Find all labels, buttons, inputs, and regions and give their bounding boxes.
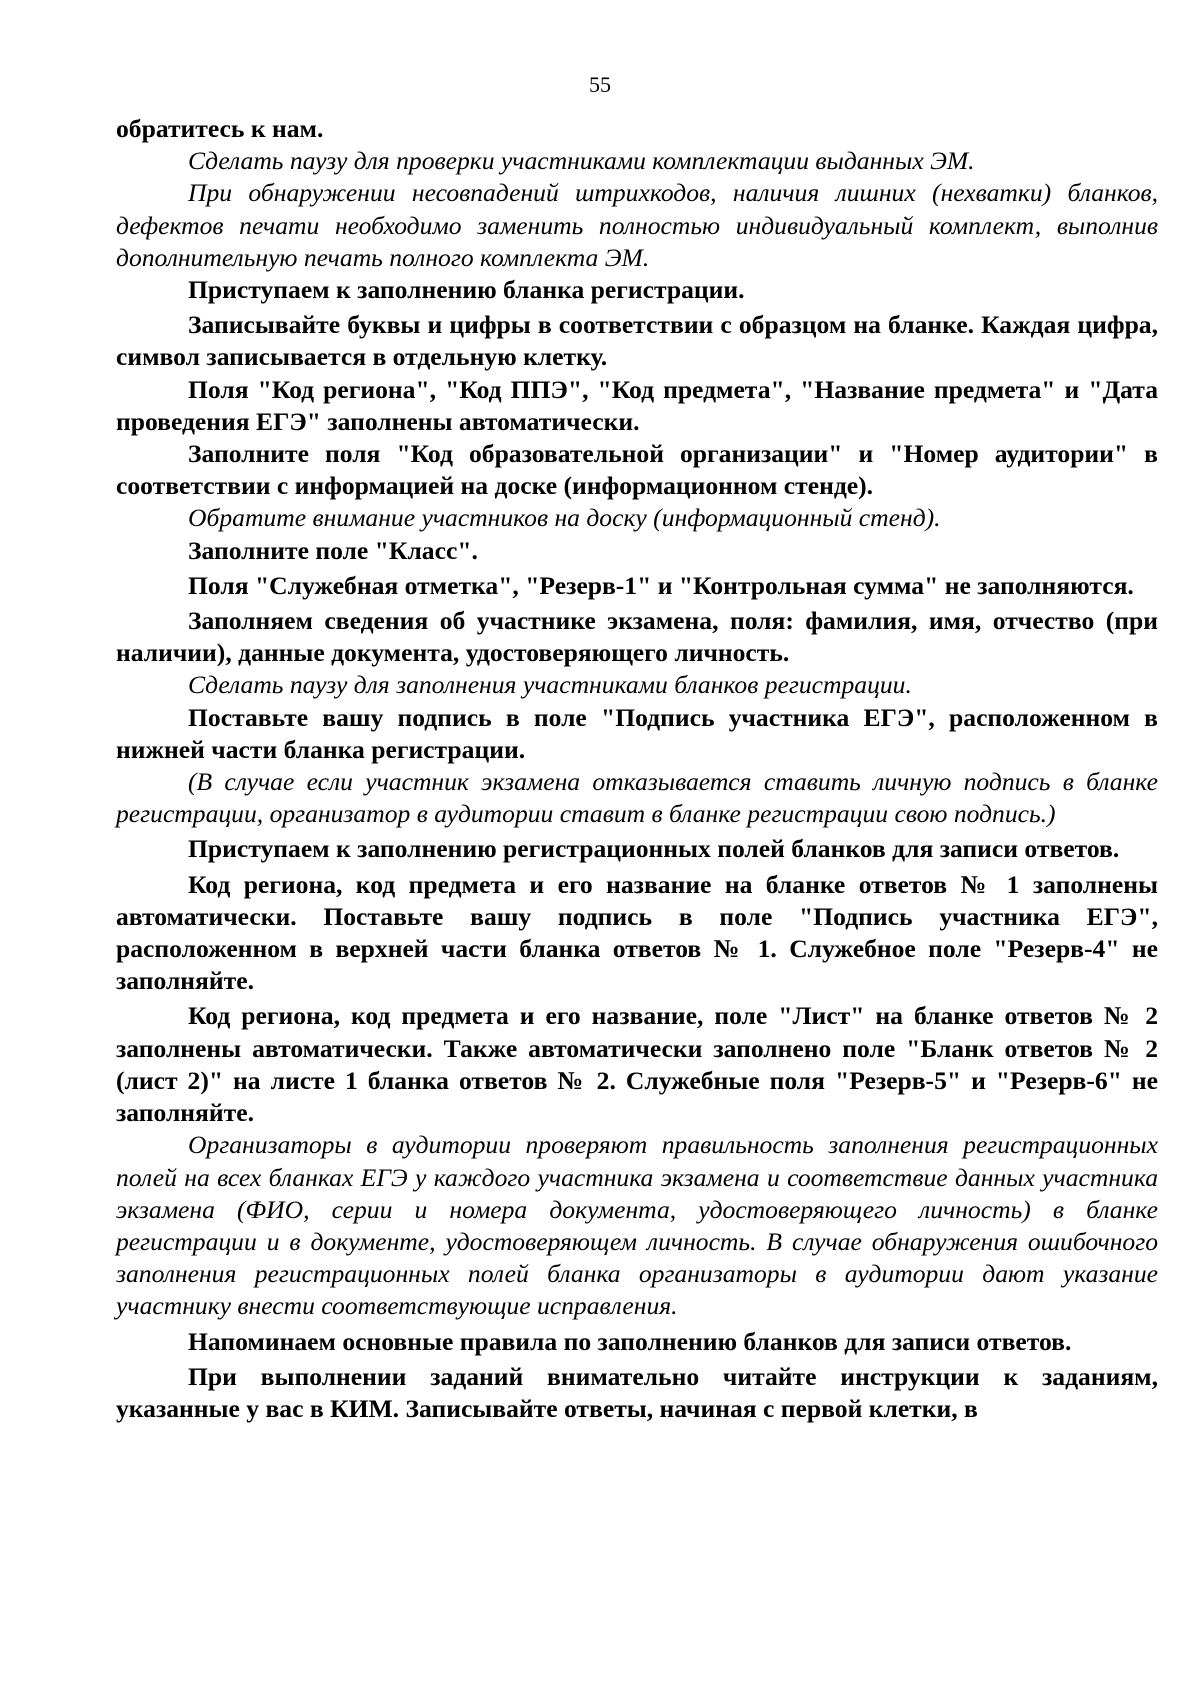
instruction-refusal-to-sign: (В случае если участник экзамена отказывается ставить личную подпись в бланке регистрации, организатор в аудитории ставит в бланке регистрации свою подпись.) xyxy=(116,767,1158,829)
instruction-board-attention: Обратите внимание участников на доску (информационный стенд). xyxy=(188,503,941,533)
paragraph-contact-us: обратитесь к нам. xyxy=(116,114,324,143)
paragraph-start-answer-forms: Приступаем к заполнению регистрационных полей бланков для записи ответов. xyxy=(188,834,1120,864)
paragraph-answer-form-1: Код региона, код предмета и его название на бланке ответов № 1 заполнены автоматически. Поставьте вашу подпись в поле "Подпись участника ЕГЭ", расположенном в верхней части бланка ответов № 1. Служебное поле "Резерв-4" не заполняйте. xyxy=(116,869,1158,996)
instruction-barcode-mismatch: При обнаружении несовпадений штрихкодов, наличия лишних (нехватки) бланков, дефектов печати необходимо заменить полностью индивидуальный комплект, выполнив дополнительную печать полного комплекта ЭМ. xyxy=(116,178,1158,272)
paragraph-read-instructions: При выполнении заданий внимательно читайте инструкции к заданиям, указанные у вас в КИМ. Записывайте ответы, начиная с первой клетки, в xyxy=(116,1361,1158,1423)
paragraph-auto-filled-fields: Поля "Код региона", "Код ППЭ", "Код предмета", "Название предмета" и "Дата проведения ЕГЭ" заполнены автоматически. xyxy=(116,374,1158,436)
paragraph-fill-organization-room: Заполните поля "Код образовательной организации" и "Номер аудитории" в соответствии с информацией на доске (информационном стенде). xyxy=(116,439,1158,501)
paragraph-service-fields: Поля "Служебная отметка", "Резерв-1" и "Контрольная сумма" не заполняются. xyxy=(188,570,1134,600)
paragraph-sign-registration: Поставьте вашу подпись в поле "Подпись участника ЕГЭ", расположенном в нижней части бланка регистрации. xyxy=(116,702,1158,764)
paragraph-answer-form-2: Код региона, код предмета и его название, поле "Лист" на бланке ответов № 2 заполнены автоматически. Также автоматически заполнено поле "Бланк ответов № 2 (лист 2)" на листе 1 бланка ответов № 2. Служебные поля "Резерв-5" и "Резерв-6" не заполняйте. xyxy=(116,1001,1158,1128)
instruction-organizers-check: Организаторы в аудитории проверяют правильность заполнения регистрационных полей на всех бланках ЕГЭ у каждого участника экзамена и соответствие данных участника экзамена (ФИО, серии и номера документа, удостоверяющего личность) в бланке регистрации и в документе, удостоверяющем личность. В случае обнаружения ошибочного заполнения регистрационных полей бланка организаторы в аудитории дают указание участнику внести соответствующие исправления. xyxy=(116,1130,1158,1321)
paragraph-start-registration-form: Приступаем к заполнению бланка регистрации. xyxy=(188,275,745,305)
page-body xyxy=(116,113,1158,1425)
instruction-pause-check-kit: Сделать паузу для проверки участниками комплектации выданных ЭМ. xyxy=(188,146,975,176)
paragraph-rules-reminder: Напоминаем основные правила по заполнению бланков для записи ответов. xyxy=(188,1326,1072,1356)
paragraph-participant-info: Заполняем сведения об участнике экзамена, поля: фамилия, имя, отчество (при наличии), данные документа, удостоверяющего личность. xyxy=(116,606,1158,668)
instruction-pause-registration: Сделать паузу для заполнения участниками бланков регистрации. xyxy=(188,670,912,700)
page-number: 55 xyxy=(589,72,611,97)
paragraph-fill-class: Заполните поле "Класс". xyxy=(188,535,478,565)
paragraph-write-letters-digits: Записывайте буквы и цифры в соответствии с образцом на бланке. Каждая цифра, символ записывается в отдельную клетку. xyxy=(116,310,1158,372)
